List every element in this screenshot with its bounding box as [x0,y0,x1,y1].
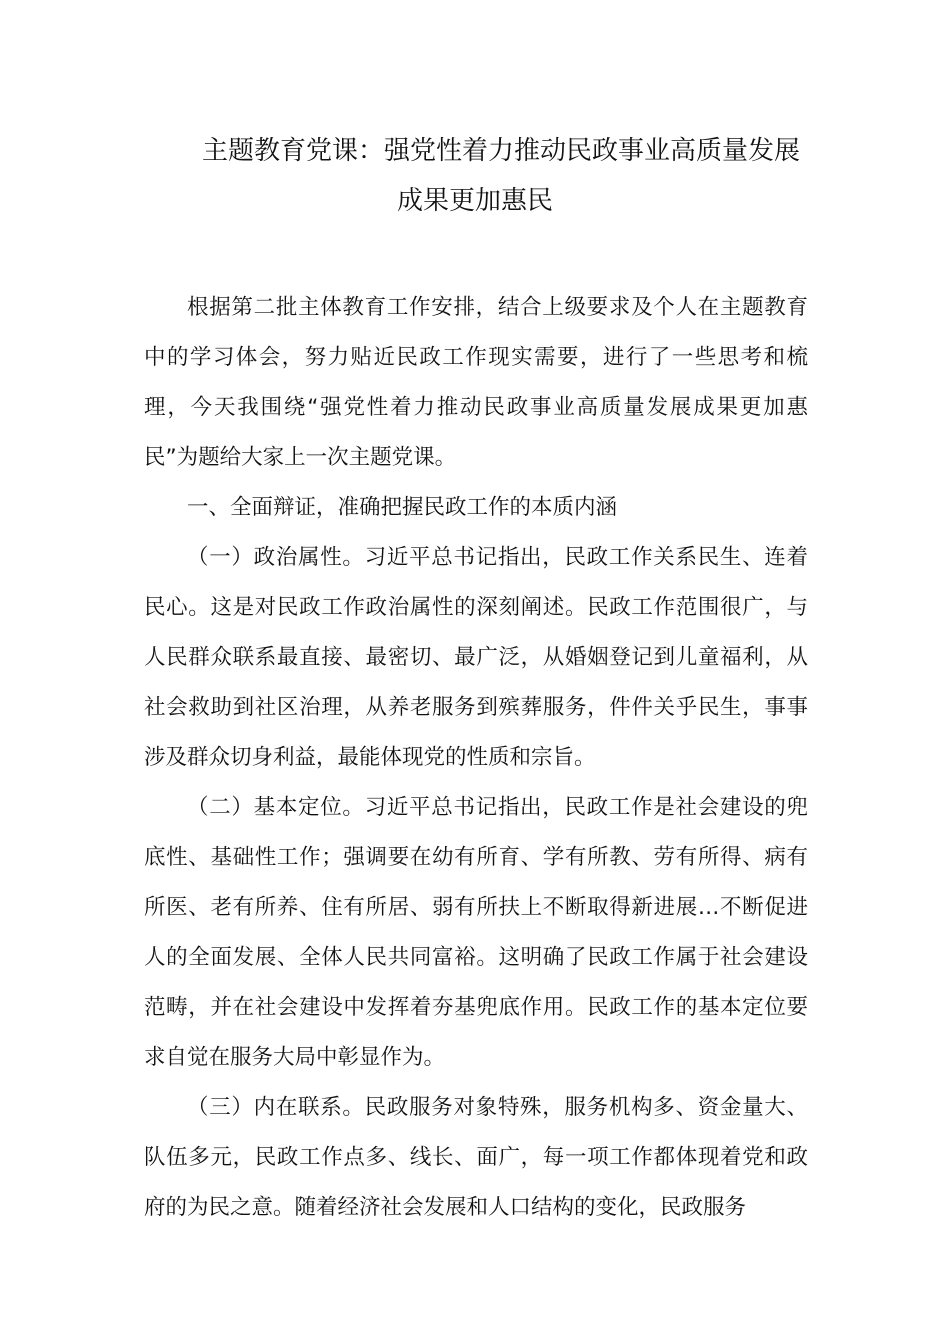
subsection-paragraph-3: （三）内在联系。民政服务对象特殊，服务机构多、资金量大、队伍多元，民政工作点多、线长、面广，每一项工作都体现着党和政府的为民之意。随着经济社会发展和人口结构的变化，民政服务 [144,1095,808,1220]
document-title-line-1: 主题教育党课：强党性着力推动民政事业高质量发展 [201,136,800,166]
section-heading: 一、全面辩证，准确把握民政工作的本质内涵 [187,495,618,520]
intro-paragraph: 根据第二批主体教育工作安排，结合上级要求及个人在主题教育中的学习体会，努力贴近民政工作现实需要，进行了一些思考和梳理，今天我围绕“强党性着力推动民政事业高质量发展成果更加惠民”为题给大家上一次主题党课。 [144,295,808,470]
document-title-line-2: 成果更加惠民 [396,186,553,216]
subsection-paragraph-1: （一）政治属性。习近平总书记指出，民政工作关系民生、连着民心。这是对民政工作政治属性的深刻阐述。民政工作范围很广，与人民群众联系最直接、最密切、最广泛，从婚姻登记到儿童福利，从社会救助到社区治理，从养老服务到殡葬服务，件件关乎民生，事事涉及群众切身利益，最能体现党的性质和宗旨。 [144,545,808,770]
subsection-paragraph-2: （二）基本定位。习近平总书记指出，民政工作是社会建设的兜底性、基础性工作；强调要在幼有所育、学有所教、劳有所得、病有所医、老有所养、住有所居、弱有所扶上不断取得新进展…不断促进人的全面发展、全体人民共同富裕。这明确了民政工作属于社会建设范畴，并在社会建设中发挥着夯基兜底作用。民政工作的基本定位要求自觉在服务大局中彰显作为。 [144,795,808,1070]
document-body [144,283,808,1233]
